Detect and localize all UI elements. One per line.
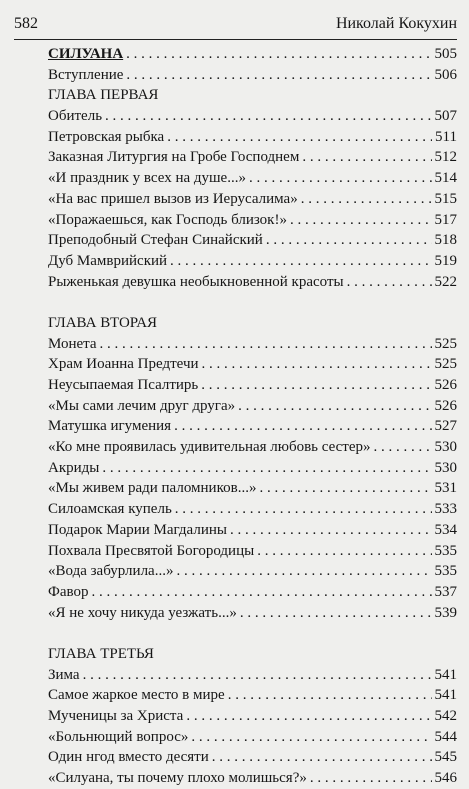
dot-leader [102,458,431,479]
dot-leader [257,541,431,562]
toc-entry [48,561,457,582]
toc-entry [48,437,457,458]
dot-leader [92,582,432,603]
dot-leader [230,520,432,541]
toc-entry [48,127,457,148]
entry-title: Силоамская купель [48,501,172,518]
entry-page: 544 [434,728,457,745]
chapter-3-entries [48,665,457,789]
dot-leader [167,127,432,148]
entry-title: Акриды [48,459,100,476]
entry-page: 514 [434,170,457,187]
entry-title: «И праздник у всех на душе...» [48,170,246,187]
entry-page: 519 [434,252,457,269]
toc-entry [48,168,457,189]
entry-page: 530 [434,439,457,456]
entry-title: Зима [48,666,80,683]
toc-entry [48,520,457,541]
dot-leader [186,706,431,727]
entry-page: 515 [434,190,457,207]
dot-leader [202,354,432,375]
dot-leader [290,210,432,231]
toc-entry [48,727,457,748]
dot-leader [201,375,431,396]
toc-entry [48,106,457,127]
entry-page: 522 [434,273,457,290]
dot-leader [302,147,431,168]
chapter-heading: ГЛАВА ТРЕТЬЯ [48,645,154,662]
entry-title: Преподобный Стефан Синайский [48,232,263,249]
entry-page: 518 [434,232,457,249]
entry-page: 533 [434,501,457,518]
entry-page: 537 [434,583,457,600]
toc-entry [48,375,457,396]
entry-title: «Мы живем ради паломников...» [48,480,257,497]
header-rule [14,39,457,40]
dot-leader [174,416,431,437]
dot-leader [100,334,432,355]
entry-title: «Вода забурлила...» [48,563,174,580]
toc-entry [48,189,457,210]
spacer [48,623,457,644]
entry-title: «Силуана, ты почему плохо молишься?» [48,770,307,787]
entry-page: 525 [434,356,457,373]
entry-title: «На вас пришел вызов из Иерусалима» [48,190,298,207]
dot-leader [347,272,432,293]
entry-title: Рыженькая девушка необыкновенной красоты [48,273,344,290]
dot-leader [175,499,432,520]
toc-entry [48,251,457,272]
entry-page: 545 [434,749,457,766]
toc-entry [48,706,457,727]
dot-leader [176,561,431,582]
entry-page: 535 [434,542,457,559]
toc-entry [48,478,457,499]
toc-entry [48,334,457,355]
entry-page: 506 [434,66,457,83]
dot-leader [83,665,432,686]
dot-leader [259,478,431,499]
entry-page: 526 [434,377,457,393]
entry-title: Петровская рыбка [48,128,165,145]
toc-entry [48,396,457,417]
dot-leader [228,685,432,706]
dot-leader [126,44,431,65]
dot-leader [238,396,431,417]
entry-page: 505 [434,46,457,62]
toc-entry [48,230,457,251]
entry-title: Обитель [48,108,103,125]
toc-entry [48,272,457,293]
entry-page: 546 [434,770,457,787]
toc-entry [48,582,457,603]
dot-leader [191,727,431,748]
entry-page: 526 [434,397,457,414]
entry-title: Матушка игумения [48,418,172,435]
chapter-heading: ГЛАВА ПЕРВАЯ [48,87,159,104]
toc-entry [48,685,457,706]
entry-title: «Я не хочу никуда уезжать...» [48,604,237,621]
toc-entry [48,354,457,375]
entry-page: 511 [435,128,457,145]
dot-leader [266,230,432,251]
entry-title: «Больнющий вопрос» [48,728,189,745]
chapter-2-entries [48,334,457,624]
toc-entry [48,416,457,437]
entry-page: 542 [434,708,457,724]
toc-entry [48,210,457,231]
entry-page: 507 [434,108,457,125]
entry-title: «Ко мне проявилась удивительная любовь сестер» [48,439,371,456]
entry-page: 527 [434,418,457,435]
dot-leader [374,437,432,458]
entry-page: 531 [434,480,457,497]
chapter-heading: ГЛАВА ВТОРАЯ [48,314,158,331]
toc-entry [48,65,457,86]
entry-page: 535 [434,563,457,580]
entry-title: Фавор [48,583,89,600]
page-number: 582 [14,15,38,32]
entry-title: Вступление [48,66,124,83]
dot-leader [240,603,432,624]
entry-page: 525 [434,335,457,352]
entry-title: Похвала Пресвятой Богородицы [48,542,255,559]
toc-entry [48,747,457,768]
entry-page: 530 [434,459,457,476]
running-author: Николай Кокухин [335,15,457,32]
entry-title: Монета [48,335,97,352]
entry-title: Дуб Мамврийский [48,252,168,269]
dot-leader [301,189,432,210]
entry-title: «Поражаешься, как Господь близок!» [48,211,287,228]
dot-leader [126,65,431,86]
entry-page: 541 [434,687,457,704]
entry-page: 512 [434,149,457,166]
entry-title: Мученицы за Христа [48,708,184,724]
entry-page: 539 [434,604,457,621]
dot-leader [170,251,431,272]
entry-title: Храм Иоанна Предтечи [48,356,199,373]
toc-entry [48,499,457,520]
chapter-1-entries [48,106,457,292]
dot-leader [249,168,432,189]
entry-title: «Мы сами лечим друг друга» [48,397,236,414]
entry-page: 534 [434,521,457,538]
entry-title: Заказная Литургия на Гробе Господнем [48,149,300,166]
entry-title: Подарок Марии Магдалины [48,521,227,538]
running-header [14,12,457,36]
toc-entry [48,603,457,624]
entry-title: Самое жаркое место в мире [48,687,225,704]
entry-title: Один нгод вместо десяти [48,749,209,766]
toc-entry [48,768,457,789]
dot-leader [105,106,431,127]
toc-entry [48,541,457,562]
entry-title: Неусыпаемая Псалтирь [48,377,199,393]
entry-title: СИЛУАНА [48,46,124,62]
toc-entry [48,665,457,686]
entry-page: 541 [434,666,457,683]
entry-page: 517 [434,211,457,228]
dot-leader [310,768,432,789]
table-of-contents [48,44,457,789]
spacer [48,292,457,313]
toc-entry [48,147,457,168]
toc-entry [48,458,457,479]
dot-leader [212,747,432,768]
toc-title-entry [48,44,457,65]
